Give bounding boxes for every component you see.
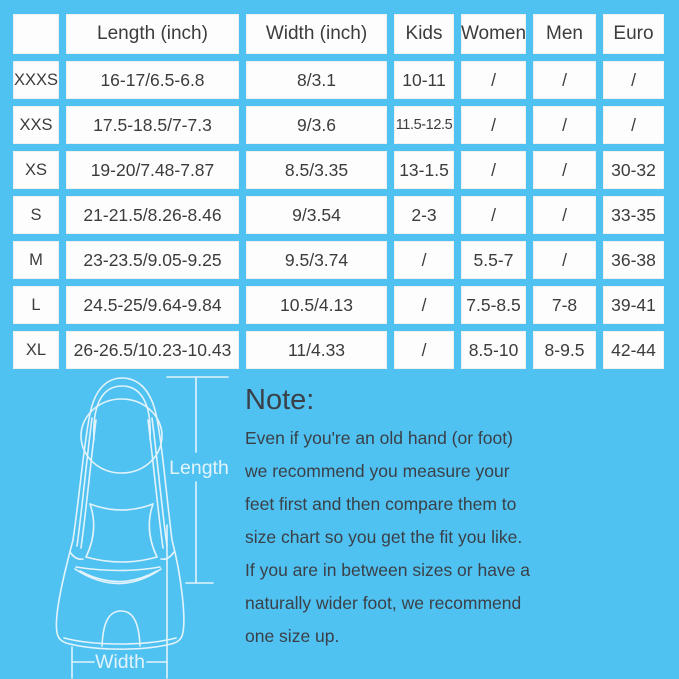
table-cell: / [533,61,596,99]
fin-step-icon [70,552,83,559]
strap-panel-icon [86,557,157,562]
table-cell: 7.5-8.5 [461,286,526,324]
table-cell: 17.5-18.5/7-7.3 [66,106,239,144]
table-cell: 42-44 [603,331,664,369]
column-header: Men [533,14,596,54]
row-label: L [13,286,59,324]
column-header: Euro [603,14,664,54]
strap-panel-icon [90,504,153,510]
table-cell: / [533,106,596,144]
table-cell: 11.5-12.5 [394,106,454,144]
sole-band-icon [80,571,157,582]
table-cell: / [394,241,454,279]
column-header: Kids [394,14,454,54]
table-cell: 24.5-25/9.64-9.84 [66,286,239,324]
note-line: If you are in between sizes or have a [245,560,531,580]
note-line: size chart so you get the fit you like. [245,527,523,547]
column-header: Width (inch) [246,14,387,54]
table-cell: 9.5/3.74 [246,241,387,279]
table-cell: 21-21.5/8.26-8.46 [66,196,239,234]
column-header: Women [461,14,526,54]
table-cell: 19-20/7.48-7.87 [66,151,239,189]
row-label: XL [13,331,59,369]
sole-band-icon [76,567,160,571]
row-label: XXS [13,106,59,144]
row-label: XS [13,151,59,189]
table-cell: 36-38 [603,241,664,279]
row-label: XXXS [13,61,59,99]
table-cell: 9/3.54 [246,196,387,234]
fin-diagram [0,370,240,679]
table-cell: / [394,331,454,369]
fin-outline-icon [56,378,183,649]
table-cell: 5.5-7 [461,241,526,279]
note-body [245,422,665,653]
table-cell: 11/4.33 [246,331,387,369]
table-cell: / [603,106,664,144]
table-cell: 7-8 [533,286,596,324]
strap-panel-icon [149,504,157,557]
table-cell: 8/3.1 [246,61,387,99]
table-cell: / [461,106,526,144]
note-section [245,383,665,653]
note-line: feet first and then compare them to [245,494,517,514]
table-cell: 26-26.5/10.23-10.43 [66,331,239,369]
fin-bottom-line-icon [64,638,176,644]
table-cell: 10.5/4.13 [246,286,387,324]
table-cell: / [461,61,526,99]
table-cell: 8-9.5 [533,331,596,369]
table-cell: 16-17/6.5-6.8 [66,61,239,99]
table-cell: / [394,286,454,324]
note-line: Even if you're an old hand (or foot) [245,428,513,448]
table-cell: / [533,151,596,189]
row-label: M [13,241,59,279]
table-cell: 10-11 [394,61,454,99]
note-heading: Note: [245,384,315,416]
column-header: Length (inch) [66,14,239,54]
table-cell: 13-1.5 [394,151,454,189]
table-cell: 30-32 [603,151,664,189]
table-cell: / [533,241,596,279]
table-cell: 9/3.6 [246,106,387,144]
column-header [13,14,59,54]
foot-pocket-rim-icon [94,386,150,440]
length-label: Length [169,457,229,479]
row-label: S [13,196,59,234]
table-cell: / [533,196,596,234]
heel-dome-icon [102,611,140,646]
table-cell: / [603,61,664,99]
note-line: we recommend you measure your [245,461,510,481]
table-cell: 23-23.5/9.05-9.25 [66,241,239,279]
table-cell: 33-35 [603,196,664,234]
width-label: Width [95,651,145,673]
size-table [13,14,664,369]
note-line: one size up. [245,626,340,646]
strap-panel-icon [86,504,94,557]
table-cell: 2-3 [394,196,454,234]
table-cell: 8.5-10 [461,331,526,369]
table-cell: / [461,151,526,189]
table-cell: / [461,196,526,234]
table-cell: 39-41 [603,286,664,324]
note-line: naturally wider foot, we recommend [245,593,522,613]
table-cell: 8.5/3.35 [246,151,387,189]
